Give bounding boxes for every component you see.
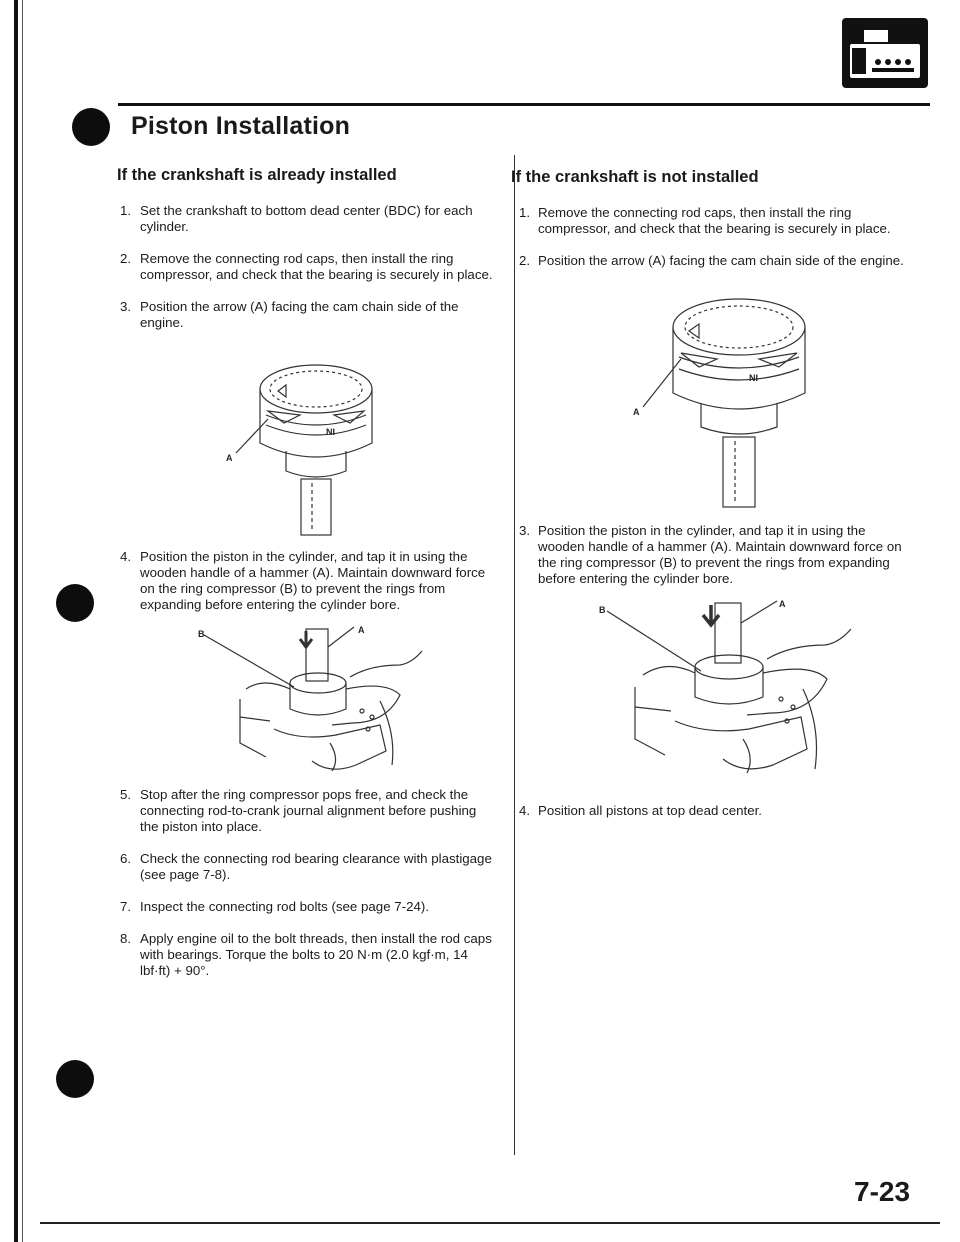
step-text: Set the crankshaft to bottom dead center (BDC) for each cylinder. bbox=[140, 203, 473, 234]
step-number: 6. bbox=[120, 851, 132, 866]
right-step-1 bbox=[511, 205, 911, 237]
step-number: 7. bbox=[120, 899, 132, 914]
step-number: 2. bbox=[120, 251, 132, 266]
step-text: Inspect the connecting rod bolts (see page 7-24). bbox=[140, 899, 430, 914]
step-number: 8. bbox=[120, 931, 132, 946]
step-text: Remove the connecting rod caps, then install the ring compressor, and check that the bearing is securely in place. bbox=[140, 251, 493, 282]
step-text: Remove the connecting rod caps, then install the ring compressor, and check that the bearing is securely in place. bbox=[538, 205, 891, 236]
left-step-5 bbox=[100, 787, 495, 835]
piston-orientation-figure bbox=[100, 343, 495, 543]
left-step-4 bbox=[100, 549, 495, 613]
step-number: 1. bbox=[519, 205, 531, 220]
step-number: 3. bbox=[120, 299, 132, 314]
left-step-1 bbox=[100, 203, 495, 235]
step-text: Position the piston in the cylinder, and tap it in using the wooden handle of a hammer (A). Maintain downward force on the ring compressor (B) to prevent the rings from expanding before entering the cylinder bore. bbox=[538, 523, 902, 586]
step-text: Position all pistons at top dead center. bbox=[538, 803, 762, 818]
step-text: Check the connecting rod bearing clearance with plastigage (see page 7-8). bbox=[140, 851, 492, 882]
step-number: 4. bbox=[519, 803, 531, 818]
step-text: Position the arrow (A) facing the cam chain side of the engine. bbox=[538, 253, 904, 268]
left-step-2 bbox=[100, 251, 495, 283]
binding-edge-line bbox=[22, 0, 23, 1242]
left-step-8 bbox=[100, 931, 495, 979]
header-rule bbox=[118, 103, 930, 106]
right-step-4 bbox=[511, 803, 911, 819]
piston-orientation-figure bbox=[511, 281, 911, 513]
right-column bbox=[511, 162, 911, 835]
step-text: Position the piston in the cylinder, and tap it in using the wooden handle of a hammer (A). Maintain downward force on the ring compressor (B) to prevent the rings from expanding before entering the cylinder bore. bbox=[140, 549, 486, 612]
binding-edge bbox=[14, 0, 18, 1242]
right-step-2 bbox=[511, 253, 911, 269]
right-heading: If the crankshaft is not installed bbox=[511, 168, 759, 186]
engine-icon bbox=[842, 18, 928, 88]
left-column bbox=[100, 162, 495, 995]
left-step-3 bbox=[100, 299, 495, 331]
step-text: Position the arrow (A) facing the cam chain side of the engine. bbox=[140, 299, 459, 330]
margin-bullet bbox=[56, 1060, 94, 1098]
right-step-3 bbox=[511, 523, 911, 587]
step-text: Apply engine oil to the bolt threads, then install the rod caps with bearings. Torque the bolts to 20 N·m (2.0 kgf·m, 14 lbf·ft) + 90°. bbox=[140, 931, 492, 978]
margin-bullet bbox=[56, 584, 94, 622]
left-heading: If the crankshaft is already installed bbox=[117, 166, 397, 184]
arrow-label-a: A bbox=[633, 407, 640, 417]
piston-mark-label: NI bbox=[326, 427, 335, 437]
hammer-label-a: A bbox=[779, 599, 786, 609]
page-title: Piston Installation bbox=[131, 112, 351, 140]
step-number: 3. bbox=[519, 523, 531, 538]
step-number: 5. bbox=[120, 787, 132, 802]
step-number: 4. bbox=[120, 549, 132, 564]
piston-installation-figure bbox=[100, 625, 495, 775]
section-bullet bbox=[72, 108, 110, 146]
left-step-7 bbox=[100, 899, 495, 915]
footer-rule bbox=[40, 1222, 940, 1224]
compressor-label-b: B bbox=[599, 605, 606, 615]
hammer-label-a: A bbox=[358, 625, 365, 635]
page-number: 7-23 bbox=[854, 1176, 911, 1207]
arrow-label-a: A bbox=[226, 453, 233, 463]
compressor-label-b: B bbox=[198, 629, 205, 639]
step-text: Stop after the ring compressor pops free, and check the connecting rod-to-crank journal alignment before pushing the piston into place. bbox=[140, 787, 477, 834]
piston-mark-label: NI bbox=[749, 373, 758, 383]
left-step-6 bbox=[100, 851, 495, 883]
step-number: 1. bbox=[120, 203, 132, 218]
piston-installation-figure bbox=[511, 599, 911, 779]
step-number: 2. bbox=[519, 253, 531, 268]
